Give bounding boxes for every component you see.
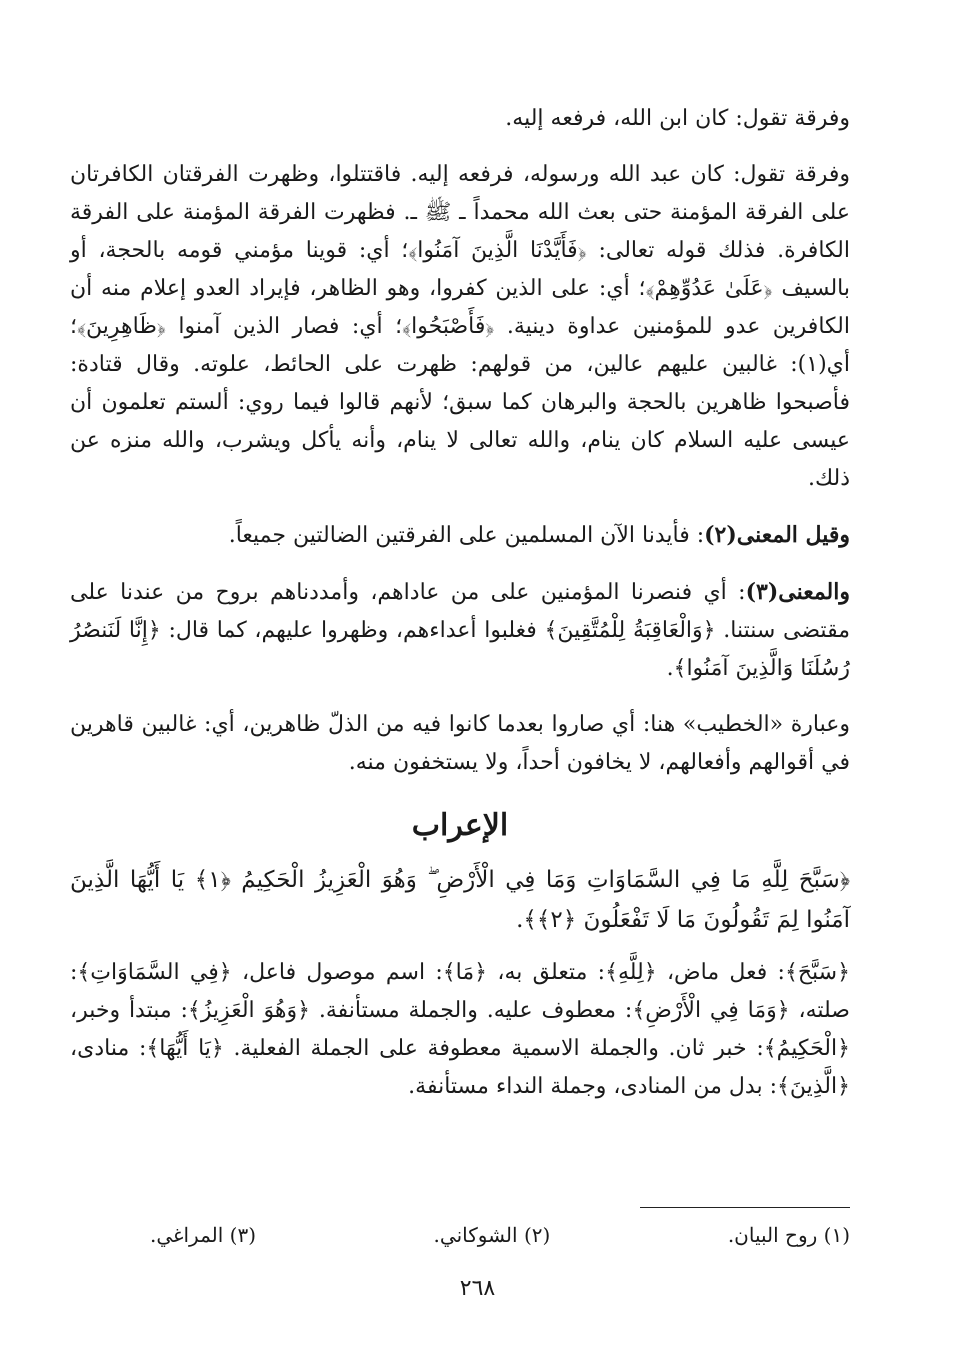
paragraph-khatib: وعبارة «الخطيب» هنا: أي صاروا بعدما كانوا فيه من الذلّ ظاهرين، أي: غالبين قاهرين في أقوالهم وأفعالهم، لا يخافون أحداً، ولا يستخفون منه. <box>70 712 850 775</box>
meaning-1-label: وقيل المعنى(٢) <box>704 522 850 548</box>
meaning-2-label: والمعنى(٣) <box>745 579 850 605</box>
footnote-2: (٢) الشوكاني. <box>433 1223 551 1247</box>
page-body <box>70 100 850 1120</box>
meaning-2-text: : أي فنصرنا المؤمنين على من عاداهم، وأمددناهم بروح من عندنا على مقتضى سنتنا. ﴿وَالْعَاقِبَةُ لِلْمُتَّقِينَ﴾ فغلبوا أعداءهم، وظهروا عليهم، كما قال: ﴿إِنَّا لَنَنصُرُ رُسُلَنَا وَالَّذِينَ آمَنُوا﴾. <box>70 580 850 681</box>
paragraph-ibn-allah: وفرقة تقول: كان ابن الله، فرفعه إليه. <box>505 106 850 131</box>
page-number: ٢٦٨ <box>459 1276 496 1301</box>
paragraph-meaning-2 <box>70 573 850 688</box>
meaning-1-text: : فأيدنا الآن المسلمين على الفرقتين الضالتين جميعاً. <box>228 523 705 548</box>
paragraph-irab: ﴿سَبَّحَ﴾: فعل ماض، ﴿لِلَّهِ﴾: متعلق به، ﴿مَا﴾: اسم موصول فاعل، ﴿فِي السَّمَاوَاتِ﴾: صلته، ﴿وَمَا فِي الْأَرْضِ﴾: معطوف عليه. والجملة مستأنفة. ﴿وَهُوَ الْعَزِيزُ﴾: مبتدأ وخبر، ﴿الْحَكِيمُ﴾: خبر ثان. والجملة الاسمية معطوفة على الجملة الفعلية. ﴿يَا أَيُّهَا﴾: منادى، ﴿الَّذِينَ﴾: بدل من المنادى، وجملة النداء مستأنفة. <box>70 960 850 1099</box>
quran-verse: ﴿سَبَّحَ لِلَّهِ مَا فِي السَّمَاوَاتِ وَمَا فِي الْأَرْضِ ۖ وَهُوَ الْعَزِيزُ الْحَكِيمُ ﴿١﴾ يَا أَيُّهَا الَّذِينَ آمَنُوا لِمَ تَقُولُونَ مَا لَا تَفْعَلُونَ ﴿٢﴾﴾. <box>70 867 850 933</box>
footnote-divider <box>640 1207 850 1208</box>
footnotes <box>150 1220 850 1250</box>
paragraph-abd-allah: وفرقة تقول: كان عبد الله ورسوله، فرفعه إليه. فاقتتلوا، وظهرت الفرقتان الكافرتان على الفرقة المؤمنة حتى بعث الله محمداً ـ ﷺ ـ. فظهرت الفرقة المؤمنة على الفرقة الكافرة. فذلك قوله تعالى: ﴿فَأَيَّدْنَا الَّذِينَ آمَنُوا﴾؛ أي: قوينا مؤمني قومه بالحجة، أو بالسيف ﴿عَلَىٰ عَدُوِّهِمْ﴾؛ أي: على الذين كفروا، وهو الظاهر، فإيراد العدو إعلام منه أن الكافرين عدو للمؤمنين عداوة دينية. ﴿فَأَصْبَحُوا﴾؛ أي: فصار الذين آمنوا ﴿ظَاهِرِينَ﴾؛ أي(١): غالبين عليهم عالين، من قولهم: ظهرت على الحائط، علوته. وقال قتادة: فأصبحوا ظاهرين بالحجة والبرهان كما سبق؛ لأنهم قالوا فيما روي: ألستم تعلمون أن عيسى عليه السلام كان ينام، والله تعالى لا ينام، وأنه يأكل ويشرب، والله منزه عن ذلك. <box>70 162 850 491</box>
paragraph-meaning-1 <box>70 516 850 555</box>
footnote-1: (١) روح البيان. <box>727 1223 850 1247</box>
footnote-3: (٣) المراغي. <box>150 1223 257 1247</box>
section-heading-irab: الإعراب <box>411 808 509 843</box>
